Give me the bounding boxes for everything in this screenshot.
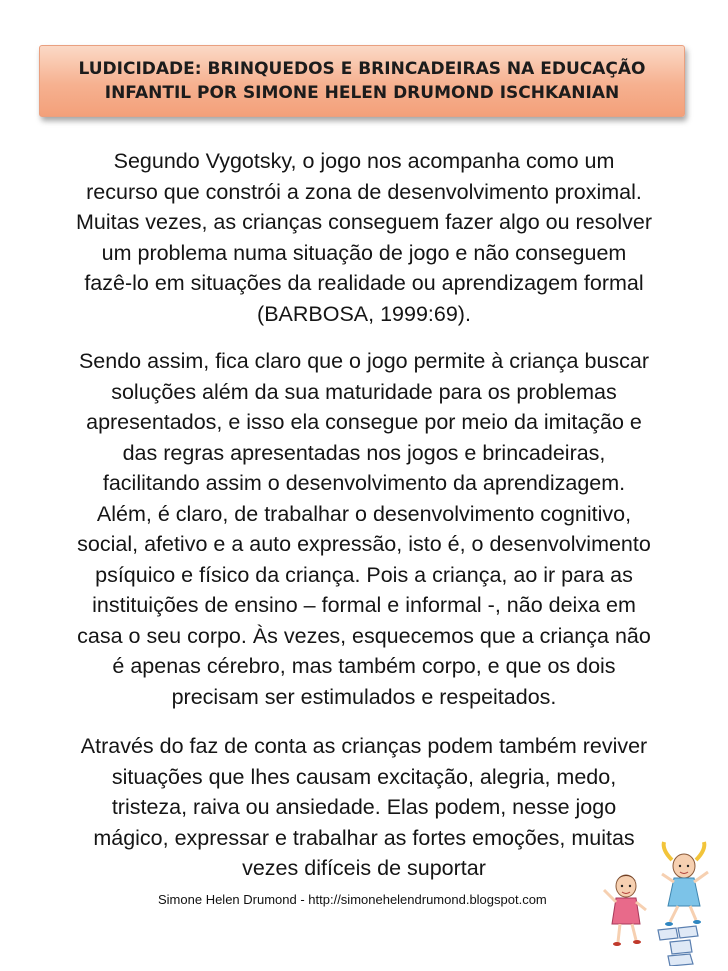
- hopscotch-icon: [658, 926, 698, 966]
- paragraph-line: tristeza, raiva ou ansiedade. Elas podem, nesse jogo: [111, 795, 617, 819]
- paragraph-line: apresentados, e isso ela consegue por meio da imitação e: [86, 410, 642, 434]
- paragraph-line: precisam ser estimulados e respeitados.: [171, 684, 557, 709]
- paragraph-line: é apenas cérebro, mas também corpo, e que os dois: [112, 654, 616, 678]
- title-line-2: INFANTIL POR SIMONE HELEN DRUMOND ISCHKANIAN: [104, 83, 620, 103]
- paragraph-line: Além, é claro, de trabalhar o desenvolvimento cognitivo,: [96, 501, 632, 526]
- paragraph-line: mágico, expressar e trabalhar as fortes emoções, muitas: [93, 825, 635, 850]
- title-line-1: LUDICIDADE: BRINQUEDOS E BRINCADEIRAS NA EDUCAÇÃO: [78, 59, 646, 79]
- paragraph-2: [30, 346, 698, 712]
- paragraph-line: casa o seu corpo. Às vezes, esquecemos que a criança não: [77, 623, 651, 648]
- paragraph-1: [30, 146, 698, 329]
- paragraph-line: das regras apresentadas nos jogos e brincadeiras,: [122, 440, 606, 465]
- paragraph-line: fazê-lo em situações da realidade ou aprendizagem formal: [84, 271, 644, 295]
- paragraph-line: (BARBOSA, 1999:69).: [257, 301, 471, 326]
- paragraph-line: Sendo assim, fica claro que o jogo permite à criança buscar: [78, 349, 650, 373]
- paragraph-line: recurso que constrói a zona de desenvolvimento proximal.: [86, 179, 642, 204]
- paragraph-line: instituições de ensino – formal e informal -, não deixa em: [92, 593, 636, 617]
- paragraph-line: vezes difíceis de suportar: [242, 856, 486, 880]
- paragraph-line: Segundo Vygotsky, o jogo nos acompanha como um: [113, 149, 615, 173]
- paragraph-line: facilitando assim o desenvolvimento da aprendizagem.: [102, 471, 626, 495]
- paragraph-line: Muitas vezes, as crianças conseguem fazer algo ou resolver: [76, 210, 652, 234]
- paragraph-line: social, afetivo e a auto expressão, isto é, o desenvolvimento: [77, 532, 651, 556]
- girl-right-icon: [662, 842, 708, 926]
- paragraph-line: Através do faz de conta as crianças podem também reviver: [80, 734, 648, 758]
- footer-credit: Simone Helen Drumond - http://simonehelendrumond.blogspot.com: [158, 892, 547, 907]
- paragraph-line: um problema numa situação de jogo e não conseguem: [101, 240, 627, 265]
- girl-left-icon: [604, 875, 646, 946]
- paragraph-line: soluções além da sua maturidade para os problemas: [111, 379, 617, 404]
- paragraph-line: situações que lhes causam excitação, alegria, medo,: [111, 764, 617, 789]
- paragraph-line: psíquico e físico da criança. Pois a criança, ao ir para as: [95, 562, 633, 587]
- title-banner: [39, 45, 685, 117]
- children-playing-illustration: [598, 838, 724, 966]
